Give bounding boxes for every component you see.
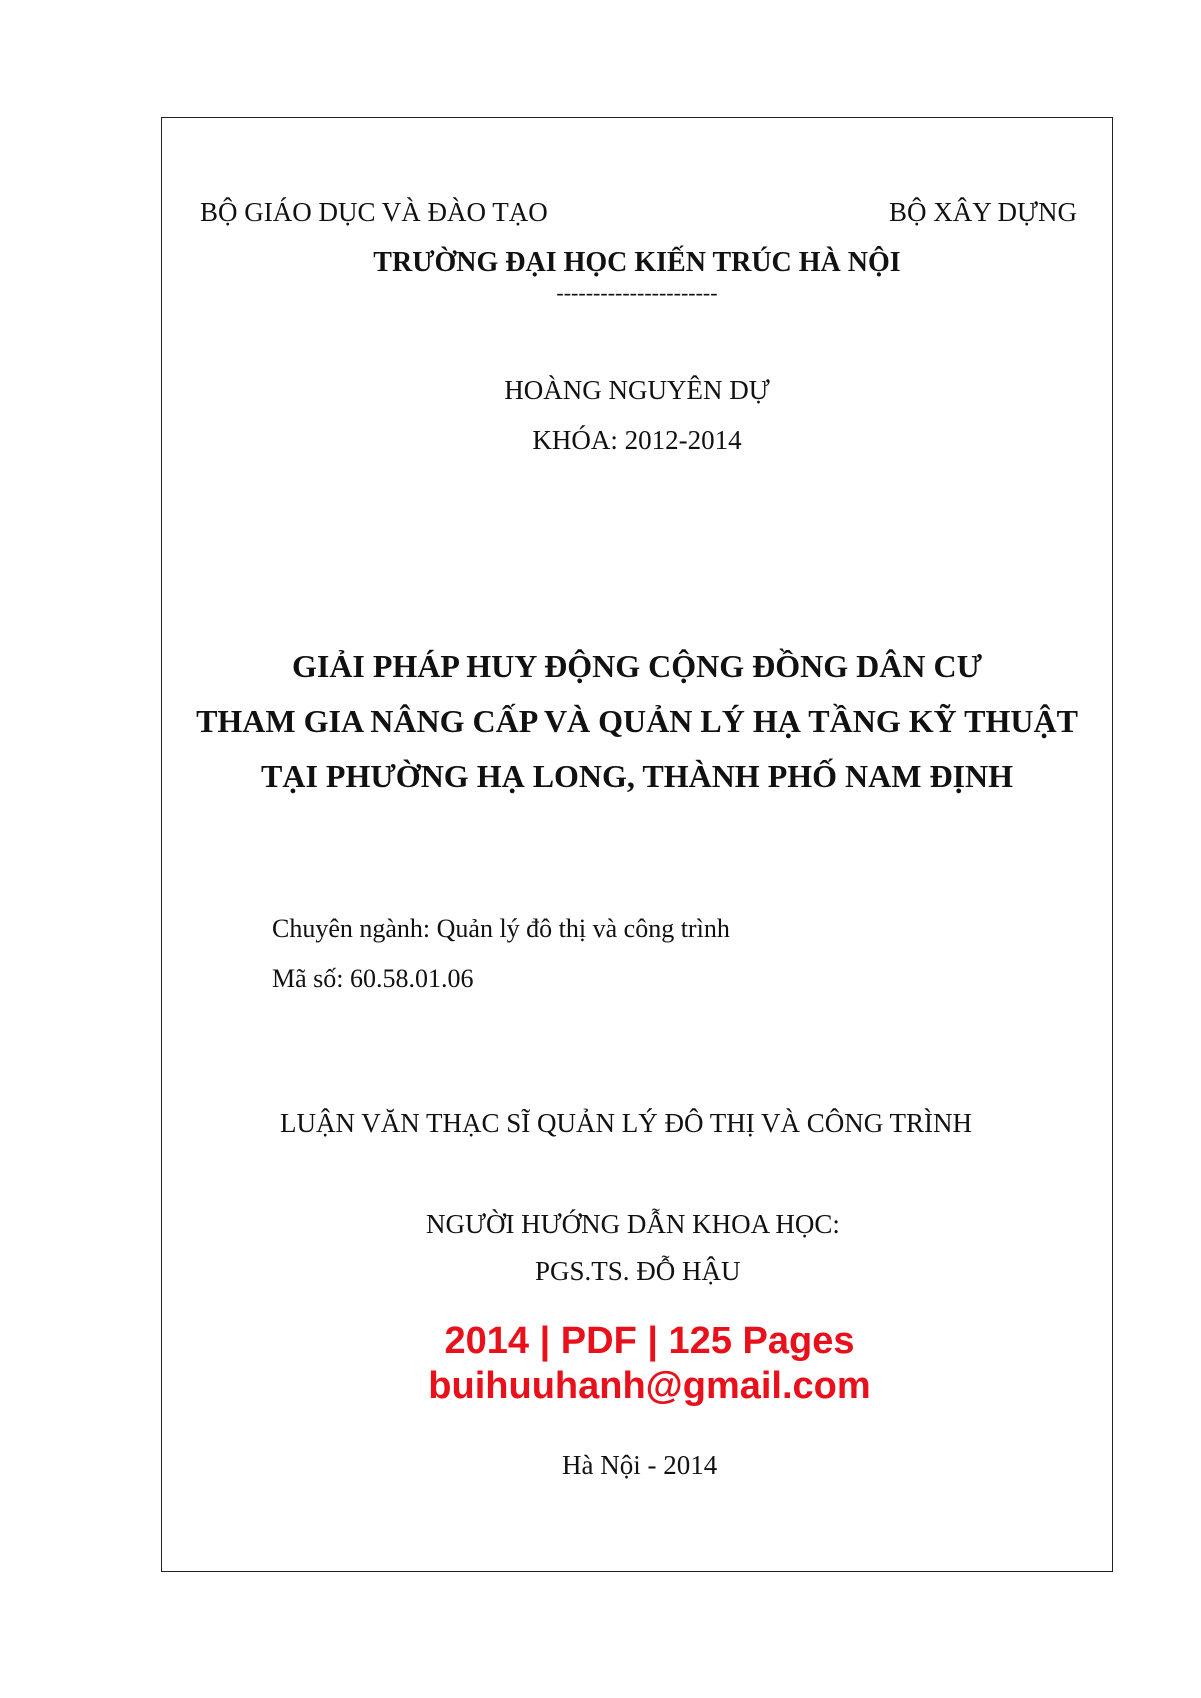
advisor-label: NGƯỜI HƯỚNG DẪN KHOA HỌC:	[426, 1209, 840, 1239]
specialty-code-line: Mã số: 60.58.01.06	[272, 964, 474, 993]
ministry-education-label: BỘ GIÁO DỤC VÀ ĐÀO TẠO	[200, 197, 548, 227]
place-date: Hà Nội - 2014	[562, 1450, 718, 1480]
thesis-title-line-1: GIẢI PHÁP HUY ĐỘNG CỘNG ĐỒNG DÂN CƯ	[291, 648, 983, 684]
thesis-title-line-3: TẠI PHƯỜNG HẠ LONG, THÀNH PHỐ NAM ĐỊNH	[260, 758, 1013, 794]
thesis-type: LUẬN VĂN THẠC SĨ QUẢN LÝ ĐÔ THỊ VÀ CÔNG TRÌNH	[280, 1108, 973, 1138]
ministry-construction-label: BỘ XÂY DỰNG	[889, 197, 1077, 227]
specialty-line: Chuyên ngành: Quản lý đô thị và công trình	[272, 914, 730, 943]
advisor-name: PGS.TS. ĐỖ HẬU	[535, 1256, 741, 1286]
thesis-title-line-2: THAM GIA NÂNG CẤP VÀ QUẢN LÝ HẠ TẦNG KỸ THUẬT	[196, 703, 1078, 739]
course-years: KHÓA: 2012-2014	[532, 425, 742, 455]
author-name: HOÀNG NGUYÊN DỰ	[504, 375, 770, 405]
watermark-email: buihuuhanh@gmail.com	[428, 1365, 871, 1407]
watermark-info: 2014 | PDF | 125 Pages	[444, 1320, 855, 1362]
header-divider: ----------------------	[556, 280, 718, 305]
university-name: TRƯỜNG ĐẠI HỌC KIẾN TRÚC HÀ NỘI	[373, 247, 901, 278]
